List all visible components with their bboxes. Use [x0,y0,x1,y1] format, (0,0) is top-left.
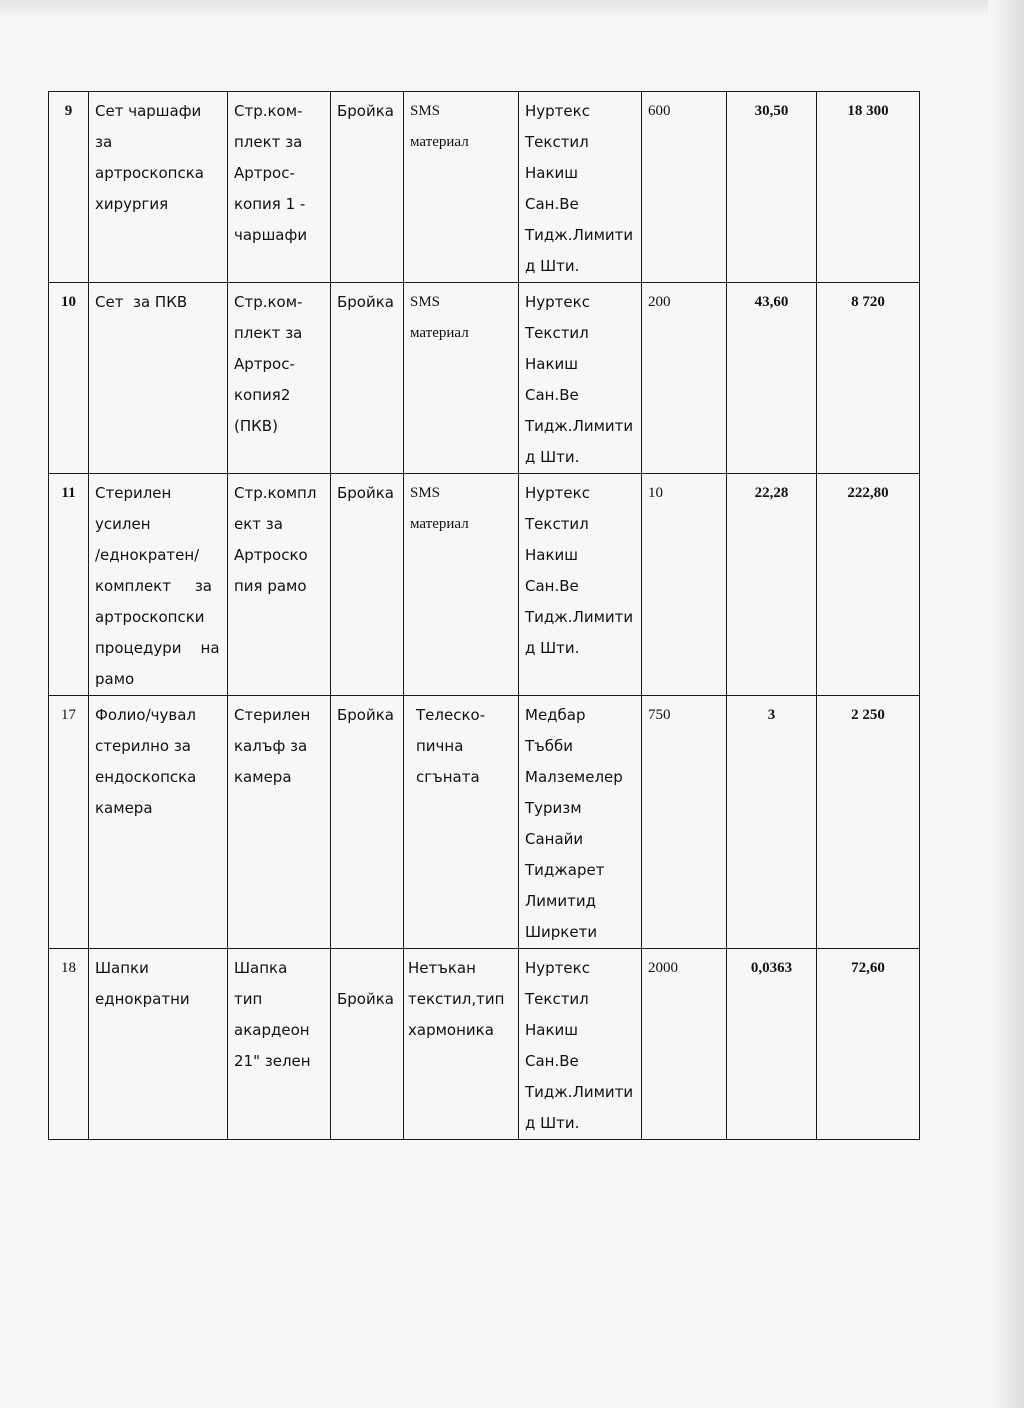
table-row [49,949,920,1140]
item-manufacturer: Нуртекс Текстил Накиш Сан.Ве Тидж.Лимити д Шти. [519,949,642,1140]
item-name: Сет за ПКВ [89,283,228,474]
item-material: Нетъкан текстил,тип хармоника [404,949,519,1140]
item-manufacturer: Нуртекс Текстил Накиш Сан.Ве Тидж.Лимити д Шти. [519,92,642,283]
item-manufacturer: Нуртекс Текстил Накиш Сан.Ве Тидж.Лимити д Шти. [519,474,642,696]
table-row [49,696,920,949]
table-row [49,92,920,283]
item-model: Стерилен калъф за камера [228,696,331,949]
item-name: Фолио/чувал стерилно за ендоскопска камера [89,696,228,949]
item-material: SMS материал [404,92,519,283]
item-total: 8 720 [817,283,920,474]
item-material: SMS материал [404,474,519,696]
item-model: Стр.ком- плект за Артрос- копия2 (ПКВ) [228,283,331,474]
row-number: 10 [49,283,89,474]
item-unit-price: 3 [727,696,817,949]
item-quantity: 200 [642,283,727,474]
row-number: 18 [49,949,89,1140]
row-number: 17 [49,696,89,949]
item-model: Шапка тип акардеон 21" зелен [228,949,331,1140]
item-unit-price: 0,0363 [727,949,817,1140]
item-name: Шапки еднократни [89,949,228,1140]
item-name: Сет чаршафи за артроскопска хирургия [89,92,228,283]
row-number: 11 [49,474,89,696]
scan-top-shadow [0,0,1024,18]
item-quantity: 10 [642,474,727,696]
item-total: 222,80 [817,474,920,696]
item-quantity: 2000 [642,949,727,1140]
item-total: 72,60 [817,949,920,1140]
item-material: Телеско- пична сгъната [404,696,519,949]
table-row [49,474,920,696]
item-unit-price: 22,28 [727,474,817,696]
item-model: Стр.компл ект за Артроско пия рамо [228,474,331,696]
item-model: Стр.ком- плект за Артрос- копия 1 - чаршафи [228,92,331,283]
item-manufacturer: Нуртекс Текстил Накиш Сан.Ве Тидж.Лимити д Шти. [519,283,642,474]
item-unit-price: 30,50 [727,92,817,283]
item-unit: Бройка [331,92,404,283]
item-unit: Бройка [331,283,404,474]
item-name: Стерилен усилен /еднократен/ комплект за артроскопски процедури на рамо [89,474,228,696]
row-number: 9 [49,92,89,283]
item-total: 2 250 [817,696,920,949]
item-material: SMS материал [404,283,519,474]
item-unit-price: 43,60 [727,283,817,474]
item-quantity: 750 [642,696,727,949]
specification-table [48,91,920,1140]
scan-page-edge [988,0,1024,1408]
item-total: 18 300 [817,92,920,283]
item-unit: Бройка [331,696,404,949]
item-unit: Бройка [331,949,404,1140]
item-manufacturer: Медбар Тъбби Малземелер Туризм Санайи Тиджарет Лимитид Ширкети [519,696,642,949]
item-unit: Бройка [331,474,404,696]
table-row [49,283,920,474]
item-quantity: 600 [642,92,727,283]
